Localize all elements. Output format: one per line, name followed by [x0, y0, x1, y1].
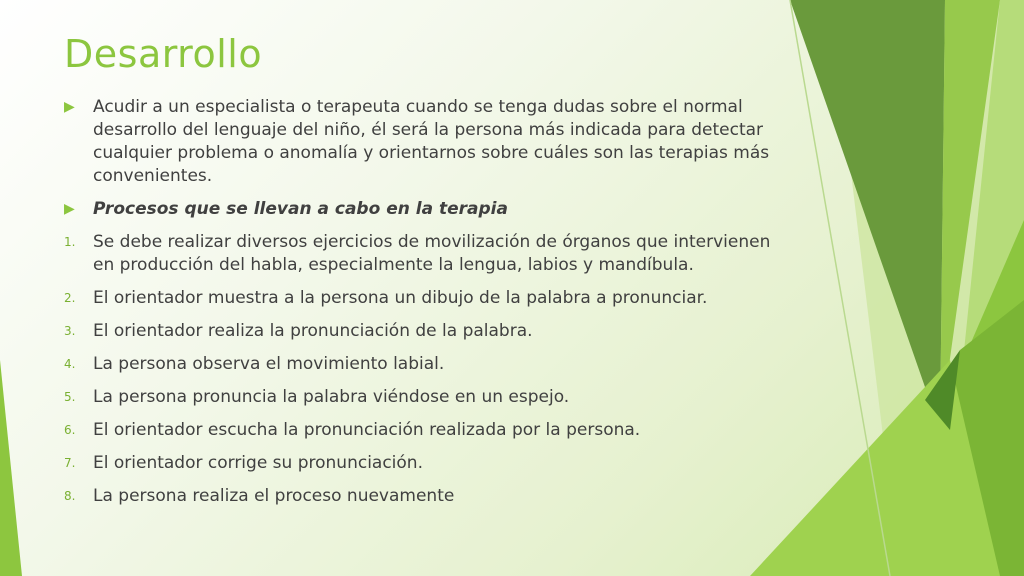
numbered-step — [64, 287, 784, 310]
step-number: 4. — [64, 357, 76, 371]
bullet-item — [64, 198, 784, 221]
bullet-text: Acudir a un especialista o terapeuta cuando se tenga dudas sobre el normal desarrollo del lenguaje del niño, él será la persona más indicada para detectar cualquier problema o anomalía y orientarnos sobre cuáles son las terapias más convenientes. — [93, 97, 770, 186]
step-text: La persona observa el movimiento labial. — [93, 354, 445, 374]
slide-title: Desarrollo — [64, 32, 263, 76]
numbered-step — [64, 485, 784, 508]
step-number: 6. — [64, 423, 76, 437]
arrow-bullet-icon: ▶ — [64, 99, 75, 115]
numbered-step — [64, 353, 784, 376]
section-heading: Procesos que se llevan a cabo en la terapia — [93, 199, 508, 219]
numbered-step — [64, 452, 784, 475]
arrow-bullet-icon: ▶ — [64, 201, 75, 217]
left-green-facet — [0, 360, 22, 576]
numbered-step — [64, 320, 784, 343]
step-text: El orientador escucha la pronunciación realizada por la persona. — [93, 420, 641, 440]
step-number: 8. — [64, 489, 76, 503]
numbered-step — [64, 419, 784, 442]
right-facet-olive — [790, 0, 945, 430]
step-text: El orientador realiza la pronunciación de la palabra. — [93, 321, 533, 341]
bullet-item — [64, 96, 784, 188]
step-text: El orientador muestra a la persona un dibujo de la palabra a pronunciar. — [93, 288, 708, 308]
step-text: La persona realiza el proceso nuevamente — [93, 486, 455, 506]
step-number: 3. — [64, 324, 76, 338]
numbered-step — [64, 386, 784, 409]
numbered-step — [64, 231, 784, 277]
step-number: 7. — [64, 456, 76, 470]
step-text: El orientador corrige su pronunciación. — [93, 453, 423, 473]
step-number: 2. — [64, 291, 76, 305]
step-text: Se debe realizar diversos ejercicios de movilización de órganos que intervienen en producción del habla, especialmente la lengua, labios y mandíbula. — [93, 232, 771, 275]
step-text: La persona pronuncia la palabra viéndose en un espejo. — [93, 387, 570, 407]
step-number: 5. — [64, 390, 76, 404]
slide-content — [64, 96, 784, 518]
step-number: 1. — [64, 235, 76, 249]
